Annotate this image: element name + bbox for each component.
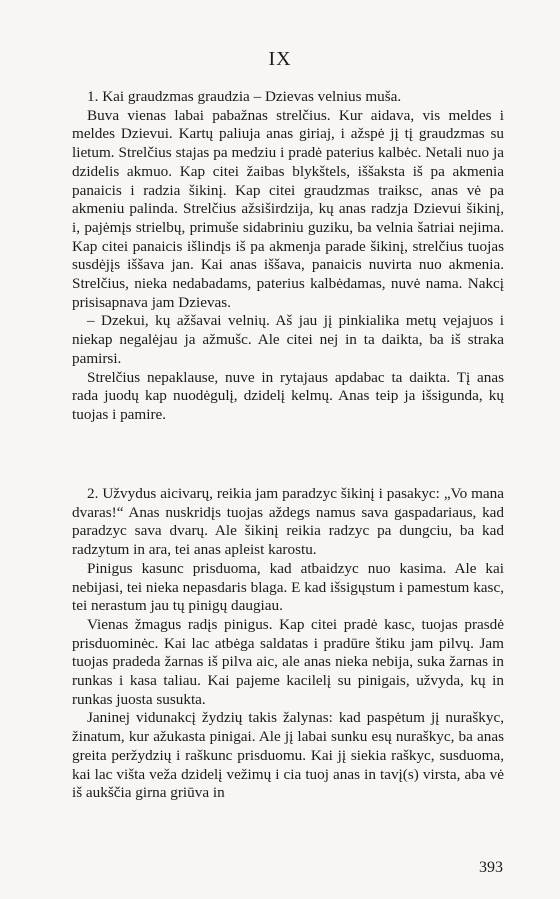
chapter-heading: IX (268, 48, 292, 70)
section-1 (72, 88, 504, 425)
paragraph: 1. Kai graudzmas graudzia – Dzievas velnius muša. (87, 88, 402, 105)
page-number: 393 (479, 859, 503, 876)
paragraph: 2. Užvydus aicivarų, reikia jam paradzyc šikinį i pasakyc: „Vo mana dvaras!“ Anas nuskridįs tuojas aždegs namus sava gaspadariaus, kad paradzyc sava dvarų. Ale šikinį reikia radzyc pa dungciu, ba kad radzytum in ara, tei anas apleist karostu. (72, 485, 504, 559)
paragraph: Buva vienas labai pabažnas strelčius. Kur aidava, vis meldes i meldes Dzievui. Kartų paliuja anas giriaj, i ažspė jį tį graudzmas su lietum. Strelčius stajas pa medziu i pradė paterius kalbėc. Netali nuo ja dzidelis akmuo. Kap citei žaibas blykštels, iššaksta iš pa akmenia panaicis i radzia šikinį. Kap citei graudzmas traiksc, anas vė pa akmeniu palinda. Strelčius ažsiširdzija, kų anas radzja Dzievui šikinį, i, pajėmįs strielbų, primuše sidabriniu guziku, ba velnia šatriai nejima. Kap citei panaicis išlindįs iš pa akmenja parade šikinį, strelčius tuojas susdėjįs iššava jan. Kai anas iššava, panaicis nuvirta nuo akmenia. Strelčius, nieka nedabadams, paterius kalbėdamas, nuvė nama. Nakcį prisisapnava jam Dzievas. (72, 106, 504, 311)
paragraph: Vienas žmagus radįs pinigus. Kap citei pradė kasc, tuojas prasdė prisduominėc. Kai lac atbėga saldatas i pradūre štiku jam pilvų. Jam tuojas pradeda žarnas iš pilva aic, ale anas nieka nebija, suka žarnas in runkas i kasa taliau. Kai pajeme kacilelį su pinigais, užvyda, kų in runkas juosta susukta. (72, 615, 504, 708)
paragraph: Strelčius nepaklause, nuve in rytajaus apdabac ta daikta. Tį anas rada juodų kap nuodėgulį, dzidelį kelmų. Anas teip ja išsigunda, kų tuojas i pamire. (72, 368, 504, 423)
paragraph: – Dzekui, kų ažšavai velnių. Aš jau jį pinkialika metų vejajuos i niekap negalėjau ja ažmušc. Ale citei nej in ta daikta, ba iš straka pamirsi. (72, 312, 504, 367)
paragraph: Janinej vidunakcį žydzių takis žalynas: kad paspėtum jį nuraškyc, žinatum, kur ažukasta pinigai. Ale jį labai sunku esų nuraškyc, ba anas greita peržydzių i raškunc prisduomu. Kai jį siekia raškyc, susduoma, kai lac višta veža dzidelį vežimų i cia tuoj anas in tavį(s) virsta, aba vė iš aukščia girna griūva in (72, 709, 504, 802)
section-2 (72, 485, 504, 803)
paragraph: Pinigus kasunc prisduoma, kad atbaidzyc nuo kasima. Ale kai nebijasi, tei nieka nepasdaris blaga. E kad išsigųstum i pamestum kasc, tei nerastum jau tų pinigų daugiau. (72, 559, 504, 615)
